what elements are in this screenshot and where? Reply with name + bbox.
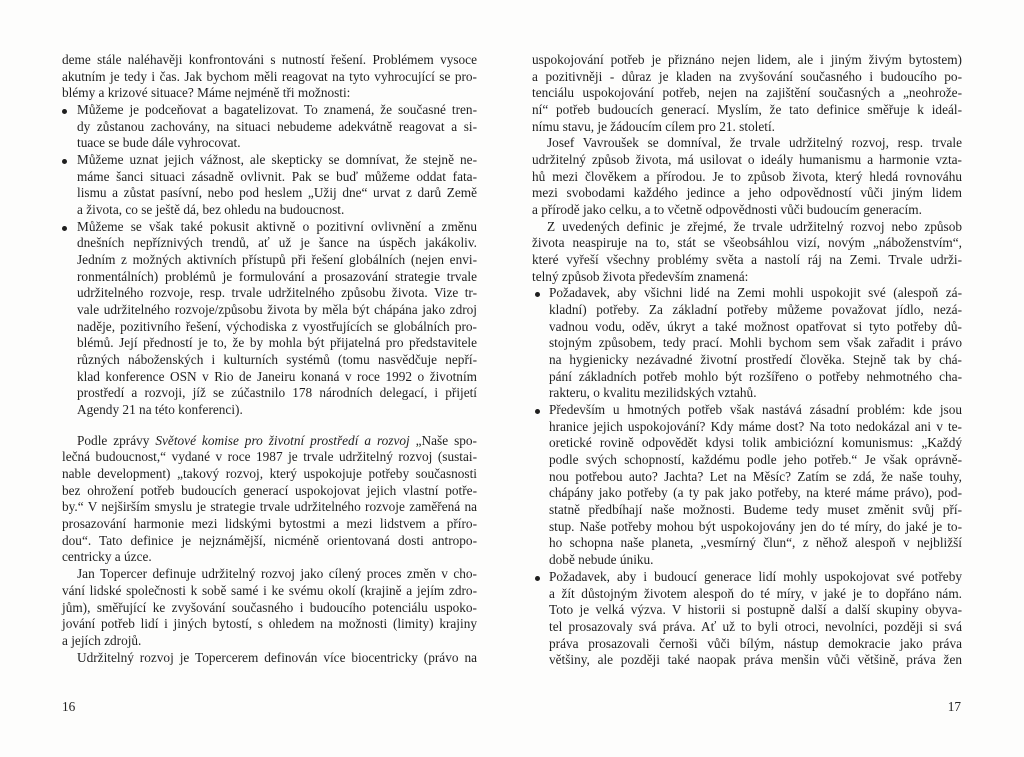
italic-text: Světové komise pro životní prostředí a rozvoj	[155, 432, 410, 448]
text-line: akutním je tedy i čas. Jak bychom měli reagovat na tyto vyhrocující se pro-	[62, 68, 477, 84]
text-line: Požadavek, aby všichni lidé na Zemi mohli uspokojit své (alespoň zá-	[549, 285, 962, 301]
text-line: máme šanci situaci zásadně ovlivnit. Pak se buď můžeme oddat fata-	[77, 168, 477, 184]
bullet-item	[532, 569, 962, 669]
text-line: oretické rovině odpovědět kdysi tolik ambiciózní komunismus: „Každý	[549, 435, 962, 451]
text-line: a pozitivněji - důraz je kladen na zvyšování současného i budoucího po-	[532, 68, 962, 84]
text-line: většiny, ale později také naopak práva menšin vůči většině, práva žen	[549, 652, 962, 668]
text-line: ní“ potřeb budoucích generací. Myslím, že tato definice směřuje k ideál-	[532, 102, 962, 118]
text-line: a života, co se ještě dá, bez ohledu na budoucnost.	[77, 202, 345, 218]
paragraph	[62, 650, 477, 667]
bullet-item	[62, 219, 477, 419]
paragraph-continued	[532, 52, 962, 135]
bullet-icon	[535, 409, 540, 414]
text-line: udržitelný způsob života, má usilovat o ideály humanismu a harmonie vzta-	[532, 152, 962, 168]
text-line: klad konference OSN v Rio de Janeiru konaná v roce 1992 o životním	[77, 368, 477, 384]
text-line: mezi svobodami každého jedince a jeho odpovědností vůči jiným lidem	[532, 185, 962, 201]
page-text	[62, 52, 477, 666]
text-line: vale udržitelného rozvoje/způsobu života by měla být chápána jako zdroj	[77, 302, 477, 318]
page-text	[532, 52, 962, 669]
text-line	[62, 433, 477, 450]
text-line: Udržitelný rozvoj je Topercerem definován více biocentricky (právo na	[77, 649, 477, 665]
text-line: pání základních potřeb mohlo být rozšířeno o potřeby nehmotného cha-	[549, 368, 962, 384]
text-line: dou“. Tato definice je nejznámější, nicméně orientovaná dosti antropo-	[62, 532, 477, 548]
text-line: tel prosazovaly svá práva. Ať už to byli otroci, nevolníci, později si svá	[549, 618, 962, 634]
text-line: prosazování harmonie mezi lidskými bytostmi a mezi lidstvem a příro-	[62, 516, 477, 532]
text-line: uspokojování potřeb je přiznáno nejen lidem, ale i jiným živým bytostem)	[532, 52, 962, 67]
book-page-right	[512, 0, 1024, 757]
text-line: rakteru, o kvalitu mezilidských vztahů.	[549, 385, 757, 401]
text-line: blémů. Její předností je to, že by mohla být přijatelná pro představitele	[77, 335, 477, 351]
page-number: 16	[62, 699, 76, 714]
text-line: centricky a úzce.	[62, 549, 152, 565]
bullet-icon	[535, 576, 540, 581]
bullet-item	[62, 102, 477, 152]
text-line: které vyřeší všechny problémy světa a nastolí ráj na Zemi. Trvale udrži-	[532, 252, 962, 268]
paragraph	[62, 433, 477, 566]
text-line: telný způsob života především znamená:	[532, 268, 749, 284]
text-line: Agendy 21 na této konferenci).	[77, 402, 243, 418]
bullet-icon	[535, 292, 540, 297]
bullet-icon	[62, 159, 67, 164]
page-number: 17	[947, 699, 961, 714]
text-line: by.“ V nejširším smyslu je strategie trvale udržitelného rozvoje zaměřená na	[62, 499, 477, 515]
text-line: chápány jako potřeby (a ty pak jako potřeby, na které máme právo), pod-	[549, 485, 962, 501]
text-line: dnešních nepříznivých trendů, ať už je šance na úspěch jakákoliv.	[77, 235, 477, 251]
bullet-icon	[62, 226, 67, 231]
text-line: ronmentálních) problémů je formulování a prosazování strategie trvale	[77, 268, 477, 284]
text-line: podle svých schopností, každému podle jeho potřeb.“ Je však oprávně-	[549, 452, 962, 468]
text-line: Jedním z možných aktivních přístupů při řešení globálních (nejen envi-	[77, 252, 477, 268]
text-segment: Podle zprávy	[77, 432, 156, 448]
bullet-item	[532, 402, 962, 569]
bullet-icon	[62, 109, 67, 114]
text-line: dy zůstanou zachovány, na situaci nebudeme adekvátně reagovat a si-	[77, 118, 477, 134]
text-line: života neaspiruje na to, stát se všeobsáhlou vizí, novým „náboženstvím“,	[532, 235, 962, 251]
text-line: různých náboženských i kulturních systémů (tomu nasvědčuje nepří-	[77, 352, 477, 368]
text-line: a jejích zdrojů.	[62, 632, 142, 648]
text-line: stup. Naše potřeby mohou být uspokojovány jen do té míry, do jaké je to-	[549, 518, 962, 534]
text-line: jům), směřující ke zvyšování současného i budoucího potenciálu uspoko-	[62, 599, 477, 615]
text-line: nou potřebou auto? Jachta? Let na Měsíc? Zatím se zdá, že naše touhy,	[549, 468, 962, 484]
bullet-item	[62, 152, 477, 219]
paragraph-continued	[62, 52, 477, 102]
text-line: Z uvedených definic je zřejmé, že trvale udržitelný rozvoj nebo způsob	[547, 218, 962, 234]
text-line: Jan Topercer definuje udržitelný rozvoj jako cílený proces změn v cho-	[77, 566, 477, 582]
text-line: stojným způsobem, tedy prací. Mohli bychom sem však zařadit i právo	[549, 335, 962, 351]
text-line: kladní) potřeby. Za základní potřeby můžeme považovat jídlo, nezá-	[549, 302, 962, 318]
text-segment: „Naše spo-	[409, 432, 477, 448]
text-line: a žít důstojným životem alespoň do té míry, v jaké je to dopřáno nám.	[549, 585, 962, 601]
text-line: a přírodě jako celku, a to včetně odpovědnosti vůči budoucím generacím.	[532, 202, 922, 218]
text-line: Josef Vavroušek se domníval, že trvale udržitelný rozvoj, resp. trvale	[547, 135, 962, 151]
text-line: nímu stavu, je žádoucím cílem pro 21. století.	[532, 118, 775, 134]
text-line: Můžeme uznat jejich vážnost, ale skepticky se domnívat, že stejně ne-	[77, 152, 477, 168]
text-line: ho schopna naše planeta, „vesmírný člun“, z něhož alespoň v nejbližší	[549, 535, 962, 551]
text-line: Můžeme je podceňovat a bagatelizovat. To znamená, že současné tren-	[77, 102, 477, 118]
text-line: tenciálu uspokojování potřeb, nejen na zajištění současných a „neohrože-	[532, 85, 962, 101]
text-line: Především u hmotných potřeb však nastává zásadní problém: kde jsou	[549, 402, 962, 418]
text-line: práva prosazovali černoši vůči bílým, nástup demokracie jako práva	[549, 635, 962, 651]
text-line: Požadavek, aby i budoucí generace lidí mohly uspokojovat své potřeby	[549, 568, 962, 584]
text-line: jování potřeb lidí i jiných bytostí, s ohledem na možnosti (limity) krajiny	[62, 616, 477, 632]
text-line: vání lidské společnosti k sobě samé i ke svému okolí (krajině a jejím zdro-	[62, 582, 477, 598]
paragraph	[62, 566, 477, 649]
text-line: době nebude úniku.	[549, 552, 654, 568]
text-line: naděje, pozitivního řešení, východiska z vyostřujících se globálních pro-	[77, 318, 477, 334]
text-line: vadnou vodu, oděv, úkryt a také možnost opatřovat si tyto potřeby dů-	[549, 318, 962, 334]
paragraph	[532, 219, 962, 286]
text-line: Toto je velká výzva. V historii si postupně další a další skupiny obyva-	[549, 602, 962, 618]
text-line: lečná budoucnost,“ vydané v roce 1987 je trvale udržitelný rozvoj (sustai-	[62, 449, 477, 465]
text-line: tuace se bude dále vyhrocovat.	[77, 135, 241, 151]
text-line: nable development) „takový rozvoj, který uspokojuje potřeby současnosti	[62, 466, 477, 482]
text-line: statně předbíhají naše možnosti. Budeme tedy muset změnit svůj pří-	[549, 502, 962, 518]
text-line: deme stále naléhavěji konfrontováni s nutností řešení. Problémem vysoce	[62, 52, 477, 67]
bullet-item	[532, 285, 962, 402]
text-line: hranice jejich uspokojování? Kdy máme dost? Na toto nedokázal ani v te-	[549, 418, 962, 434]
paragraph	[532, 135, 962, 218]
text-line: prostředí a rozvoji, jíž se zúčastnilo 178 národních delegací, i přijetí	[77, 385, 477, 401]
text-line: hů mezi člověkem a přírodou. Je to způsob života, který hledá rovnováhu	[532, 168, 962, 184]
text-line: Můžeme se však také pokusit aktivně o pozitivní ovlivnění a změnu	[77, 218, 477, 234]
text-line: blémy a krizové situace? Máme nejméně tři možnosti:	[62, 85, 351, 101]
text-line: na hygienicky nezávadné životní prostředí člověka. Stejně tak by chá-	[549, 352, 962, 368]
text-line: udržitelného rozvoje, resp. trvale udržitelného způsobu života. Vize tr-	[77, 285, 477, 301]
text-line: lismu a zůstat pasívní, nebo pod heslem „Užij dne“ urvat z darů Země	[77, 185, 477, 201]
text-line: bez ohrožení potřeb budoucích generací uspokojovat jejich vlastní potře-	[62, 482, 477, 498]
